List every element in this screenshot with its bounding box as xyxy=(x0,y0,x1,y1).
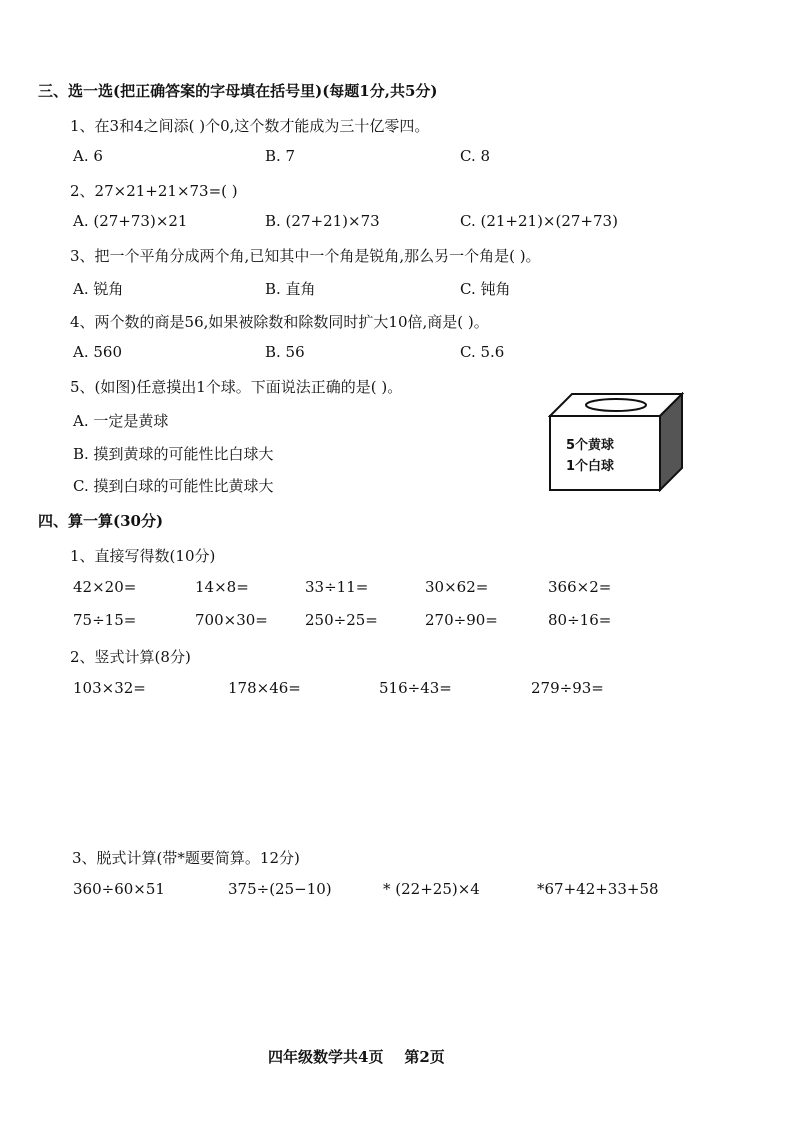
direct-calc-item: 14×8= xyxy=(195,578,249,596)
q2-option-c: C. (21+21)×(27+73) xyxy=(460,212,618,230)
q4-option-a: A. 560 xyxy=(73,343,122,361)
question-2: 2、27×21+21×73=( ) xyxy=(70,182,238,200)
direct-calc-item: 366×2= xyxy=(548,578,612,596)
stepwise-calc-item: 375÷(25−10) xyxy=(228,880,332,898)
direct-calc-item: 270÷90= xyxy=(425,611,498,629)
part3-title: 3、脱式计算(带*题要简算。12分) xyxy=(72,849,300,867)
direct-calc-item: 33÷11= xyxy=(305,578,369,596)
vertical-calc-item: 516÷43= xyxy=(379,679,452,697)
stepwise-calc-item: 360÷60×51 xyxy=(73,880,165,898)
question-3: 3、把一个平角分成两个角,已知其中一个角是锐角,那么另一个角是( )。 xyxy=(70,247,541,265)
box-label-white: 1个白球 xyxy=(566,459,615,474)
q3-option-c: C. 钝角 xyxy=(460,280,511,298)
q3-option-b: B. 直角 xyxy=(265,280,316,298)
direct-calc-item: 250÷25= xyxy=(305,611,378,629)
ball-box-figure xyxy=(548,392,684,492)
question-5: 5、(如图)任意摸出1个球。下面说法正确的是( )。 xyxy=(70,378,403,396)
direct-calc-item: 30×62= xyxy=(425,578,489,596)
q1-option-b: B. 7 xyxy=(265,147,296,165)
section4-title: 四、算一算(30分) xyxy=(38,512,164,530)
q3-option-a: A. 锐角 xyxy=(73,280,124,298)
q4-option-b: B. 56 xyxy=(265,343,305,361)
q5-option-a: A. 一定是黄球 xyxy=(73,412,169,430)
q4-option-c: C. 5.6 xyxy=(460,343,505,361)
q1-option-a: A. 6 xyxy=(73,147,103,165)
stepwise-calc-item: *67+42+33+58 xyxy=(537,880,659,898)
vertical-calc-item: 279÷93= xyxy=(531,679,604,697)
q5-option-c: C. 摸到白球的可能性比黄球大 xyxy=(73,477,274,495)
q2-option-b: B. (27+21)×73 xyxy=(265,212,380,230)
direct-calc-item: 75÷15= xyxy=(73,611,137,629)
part2-title: 2、竖式计算(8分) xyxy=(70,648,191,666)
direct-calc-item: 700×30= xyxy=(195,611,268,629)
box-label-yellow: 5个黄球 xyxy=(566,438,615,453)
direct-calc-item: 42×20= xyxy=(73,578,137,596)
direct-calc-item: 80÷16= xyxy=(548,611,612,629)
vertical-calc-item: 178×46= xyxy=(228,679,301,697)
vertical-calc-item: 103×32= xyxy=(73,679,146,697)
section3-title: 三、选一选(把正确答案的字母填在括号里)(每题1分,共5分) xyxy=(38,82,438,100)
question-1: 1、在3和4之间添( )个0,这个数才能成为三十亿零四。 xyxy=(70,117,430,135)
q1-option-c: C. 8 xyxy=(460,147,491,165)
part1-title: 1、直接写得数(10分) xyxy=(70,547,216,565)
q2-option-a: A. (27+73)×21 xyxy=(73,212,188,230)
stepwise-calc-item: * (22+25)×4 xyxy=(383,880,480,898)
page-footer: 四年级数学共4页 第2页 xyxy=(268,1048,445,1066)
question-4: 4、两个数的商是56,如果被除数和除数同时扩大10倍,商是( )。 xyxy=(70,313,489,331)
q5-option-b: B. 摸到黄球的可能性比白球大 xyxy=(73,445,274,463)
